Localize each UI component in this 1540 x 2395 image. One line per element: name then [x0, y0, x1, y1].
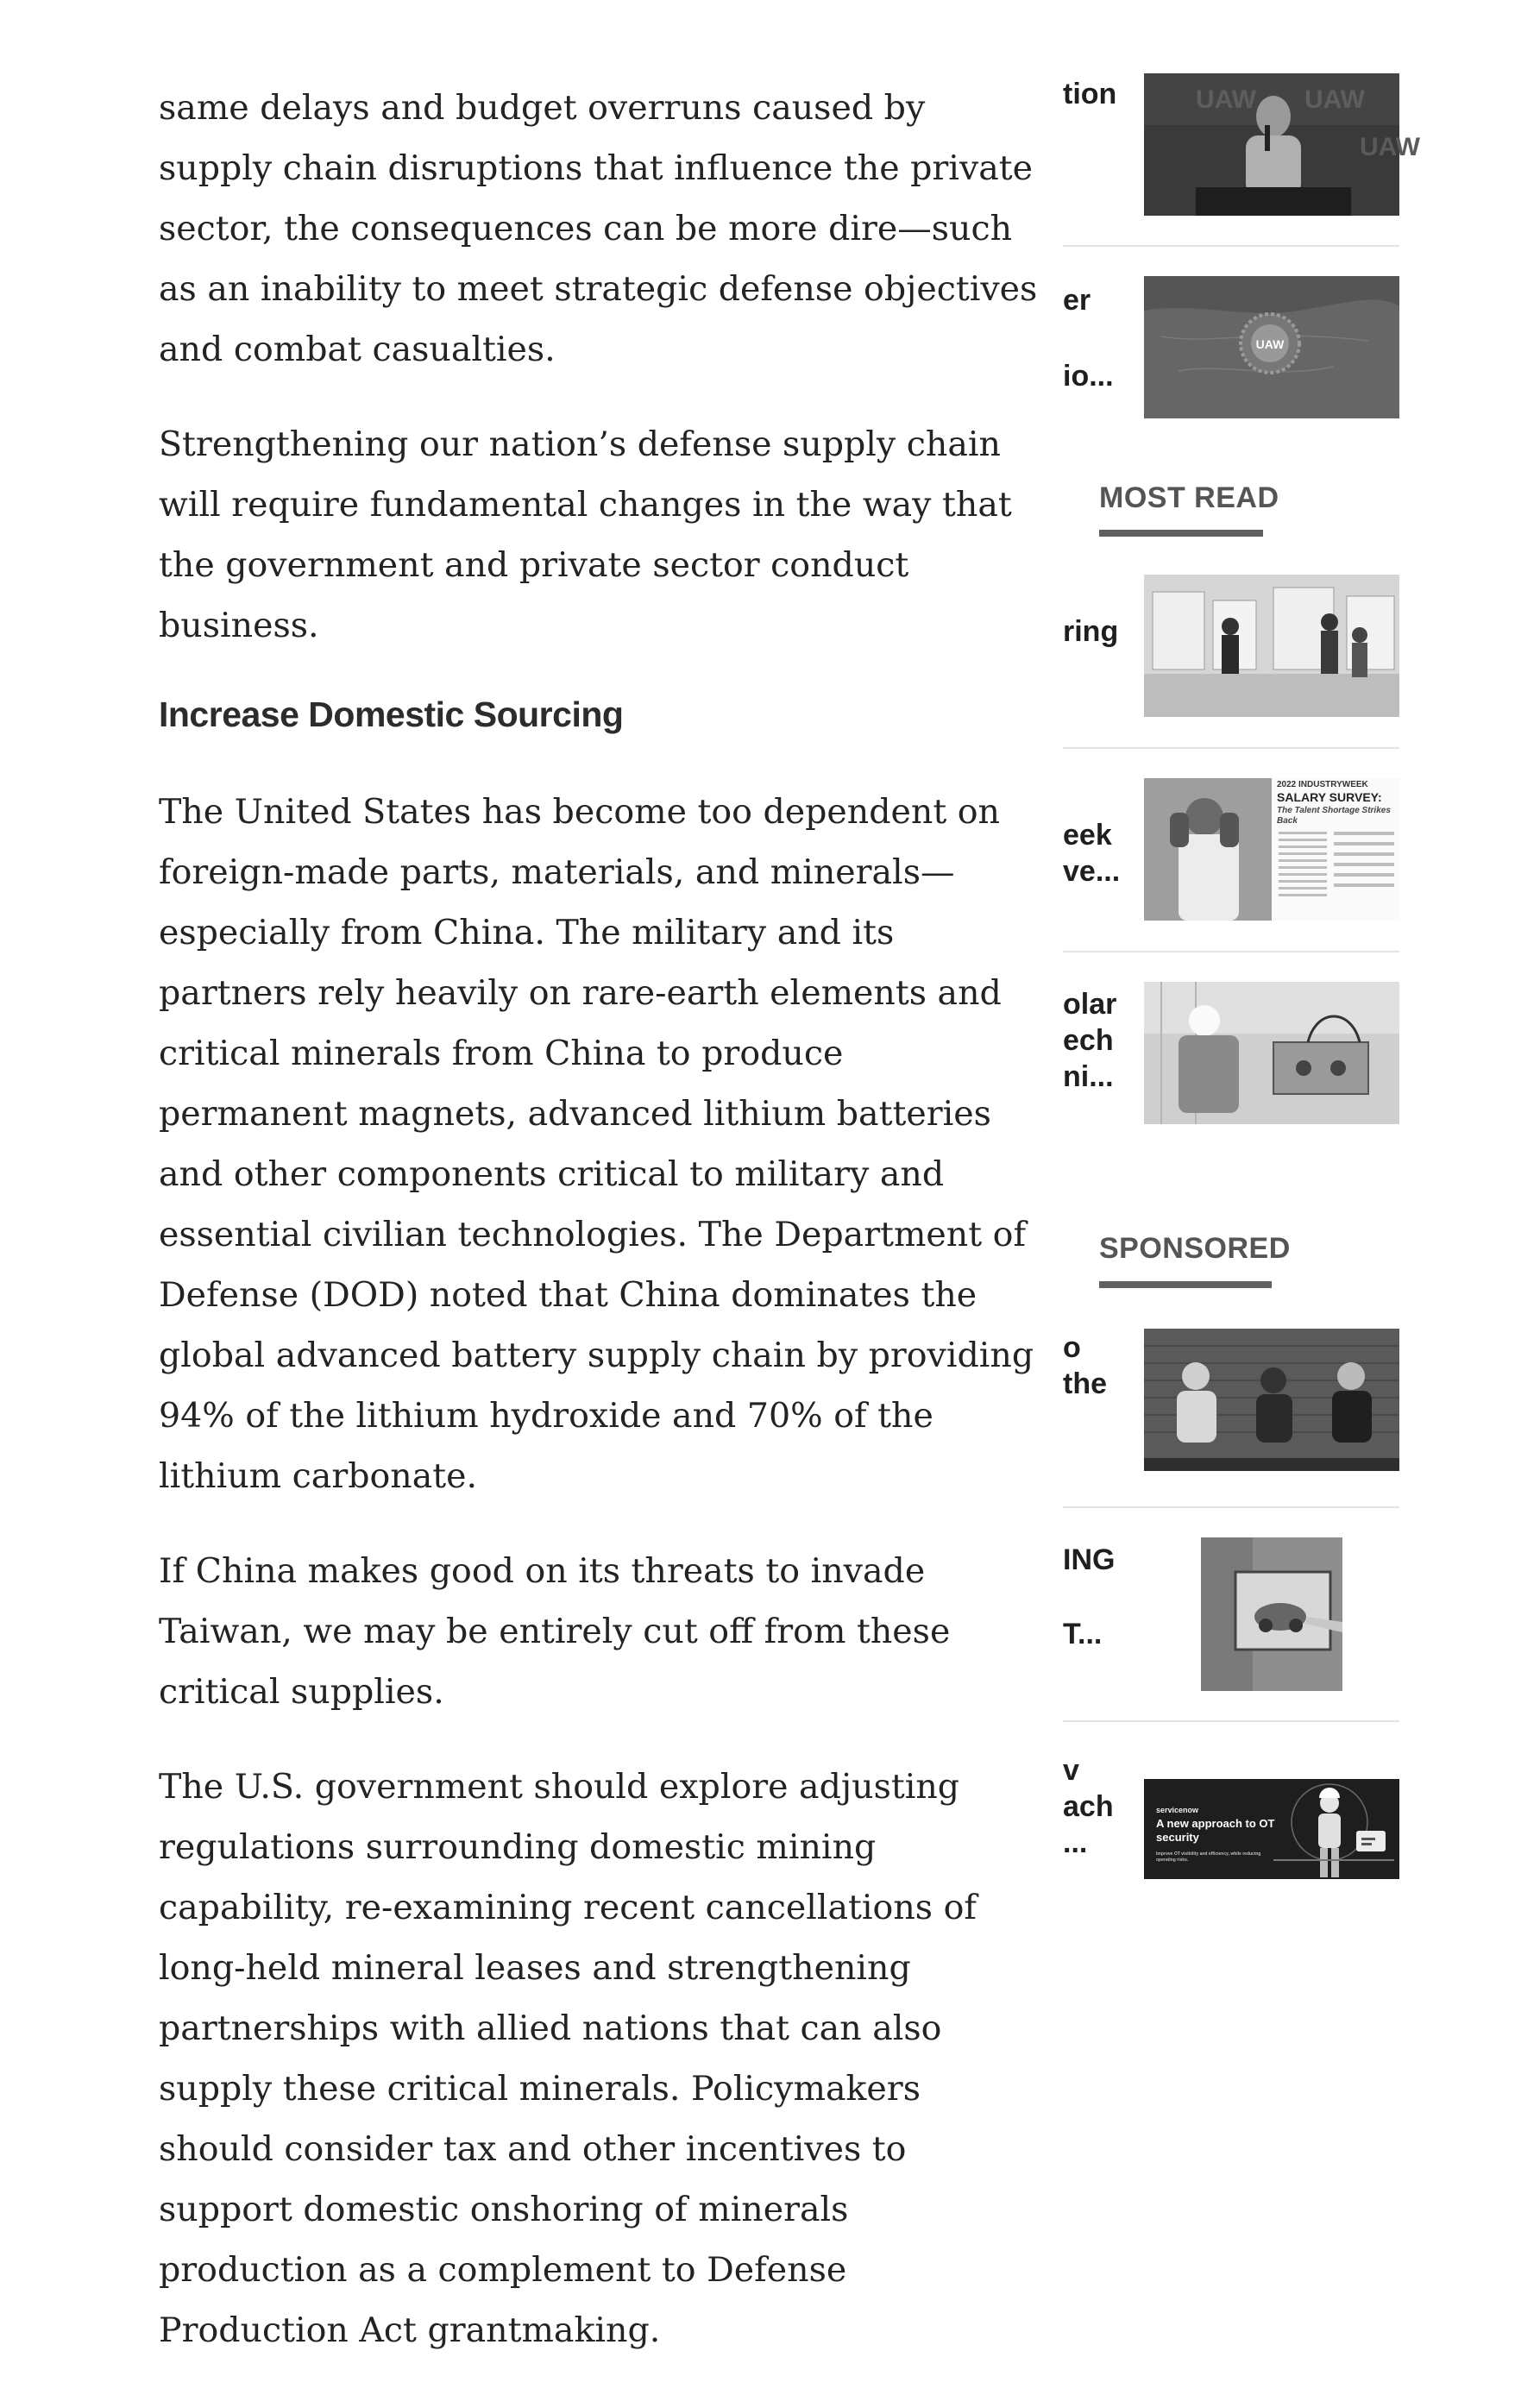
most-read-underline [1099, 530, 1263, 537]
panel-discussion-photo[interactable] [1144, 1329, 1399, 1471]
tablet-demo-photo[interactable] [1201, 1537, 1342, 1691]
ot-security-ad[interactable] [1144, 1779, 1399, 1879]
article-body [159, 78, 1039, 2395]
story-title[interactable]: ech [1063, 1024, 1114, 1057]
most-read-item-solar[interactable] [1063, 982, 1399, 1128]
sidebar [1063, 0, 1420, 1984]
story-title[interactable]: olar [1063, 988, 1117, 1021]
article-paragraph: The U.S. government should explore adjusting regulations surrounding domestic mining capability, re-examining recent cancellations of long-held mineral leases and strengthening partnerships with allied nations that can also supply these critical minerals. Policymakers should consider tax and other incentives to support domestic onshoring of minerals production as a complement to Defense Production Act grantmaking. [159, 1767, 977, 2350]
most-read-title: MOST READ [1099, 481, 1279, 514]
story-title[interactable]: v [1063, 1754, 1079, 1787]
story-title[interactable]: eek [1063, 819, 1112, 852]
story-title[interactable]: T... [1063, 1618, 1103, 1650]
most-read-item-factory[interactable] [1063, 575, 1399, 721]
story-title[interactable]: er [1063, 284, 1091, 317]
worker-illustration-icon [1144, 1779, 1399, 1879]
divider [1063, 1720, 1399, 1722]
divider [1063, 951, 1399, 952]
ad-subtext: Improve OT visibility and efficiency, while reducing operating risks. [1156, 1851, 1261, 1863]
article-paragraph: same delays and budget overruns caused by supply chain disruptions that influence the private sector, the consequences can be more dire—such as an inability to meet strategic defense objectives and combat casualties. [159, 88, 1038, 369]
sponsored-item-tablet[interactable] [1063, 1537, 1399, 1693]
survey-kicker: 2022 INDUSTRYWEEK [1277, 780, 1368, 789]
story-title[interactable]: the [1063, 1367, 1107, 1400]
sponsored-underline [1099, 1281, 1272, 1288]
story-title[interactable]: tion [1063, 78, 1117, 110]
article-paragraph: The United States has become too dependent on foreign-made parts, materials, and minerals—especially from China. The military and its partners rely heavily on rare-earth elements and critical minerals from China to produce permanent magnets, advanced lithium batteries and other components critical to military and essential civilian technologies. The Department of Defense (DOD) noted that China dominates the global advanced battery supply chain by providing 94% of the lithium hydroxide and 70% of the lithium carbonate. [159, 792, 1034, 1496]
most-read-item-salary-survey[interactable] [1063, 778, 1399, 925]
sponsored-item-ot-security[interactable] [1063, 1751, 1399, 1872]
story-title[interactable]: ach [1063, 1790, 1114, 1823]
sidebar-story-uaw-map[interactable] [1063, 276, 1399, 423]
salary-survey-photo[interactable] [1144, 778, 1399, 921]
ad-headline: A new approach to OT security [1156, 1817, 1275, 1844]
sponsored-item-panel[interactable] [1063, 1329, 1399, 1475]
uaw-backdrop-text: UAW [1196, 85, 1256, 114]
story-title[interactable]: o [1063, 1331, 1081, 1364]
uaw-map-photo[interactable] [1144, 276, 1399, 418]
story-title[interactable]: ve... [1063, 855, 1121, 888]
ad-brand-logo: servicenow [1156, 1806, 1199, 1814]
story-title[interactable]: ... [1063, 1826, 1088, 1859]
factory-floor-photo[interactable] [1144, 575, 1399, 717]
story-title[interactable]: io... [1063, 360, 1114, 393]
article-paragraph: If China makes good on its threats to invade Taiwan, we may be entirely cut off from these critical supplies. [159, 1551, 951, 1712]
uaw-speaker-photo[interactable] [1144, 73, 1420, 216]
solar-technician-photo[interactable] [1144, 982, 1399, 1124]
sidebar-story-uaw-speech[interactable] [1063, 73, 1420, 220]
divider [1063, 1506, 1399, 1508]
sponsored-title: SPONSORED [1099, 1232, 1291, 1265]
divider [1063, 747, 1399, 749]
uaw-backdrop-text: UAW [1360, 133, 1420, 161]
uaw-backdrop-text: UAW [1304, 85, 1365, 114]
survey-subtitle: The Talent Shortage Strikes Back [1277, 806, 1391, 826]
survey-title: SALARY SURVEY: [1277, 790, 1382, 804]
story-title[interactable]: ING [1063, 1543, 1116, 1576]
story-title[interactable]: ni... [1063, 1060, 1114, 1093]
divider [1063, 245, 1399, 247]
uaw-logo-text: UAW [1255, 337, 1285, 351]
section-heading: Increase Domestic Sourcing [159, 695, 624, 734]
article-paragraph: Strengthening our nation’s defense supply chain will require fundamental changes in the way that the government and private sector conduct business. [159, 424, 1012, 645]
story-title[interactable]: ring [1063, 615, 1119, 648]
